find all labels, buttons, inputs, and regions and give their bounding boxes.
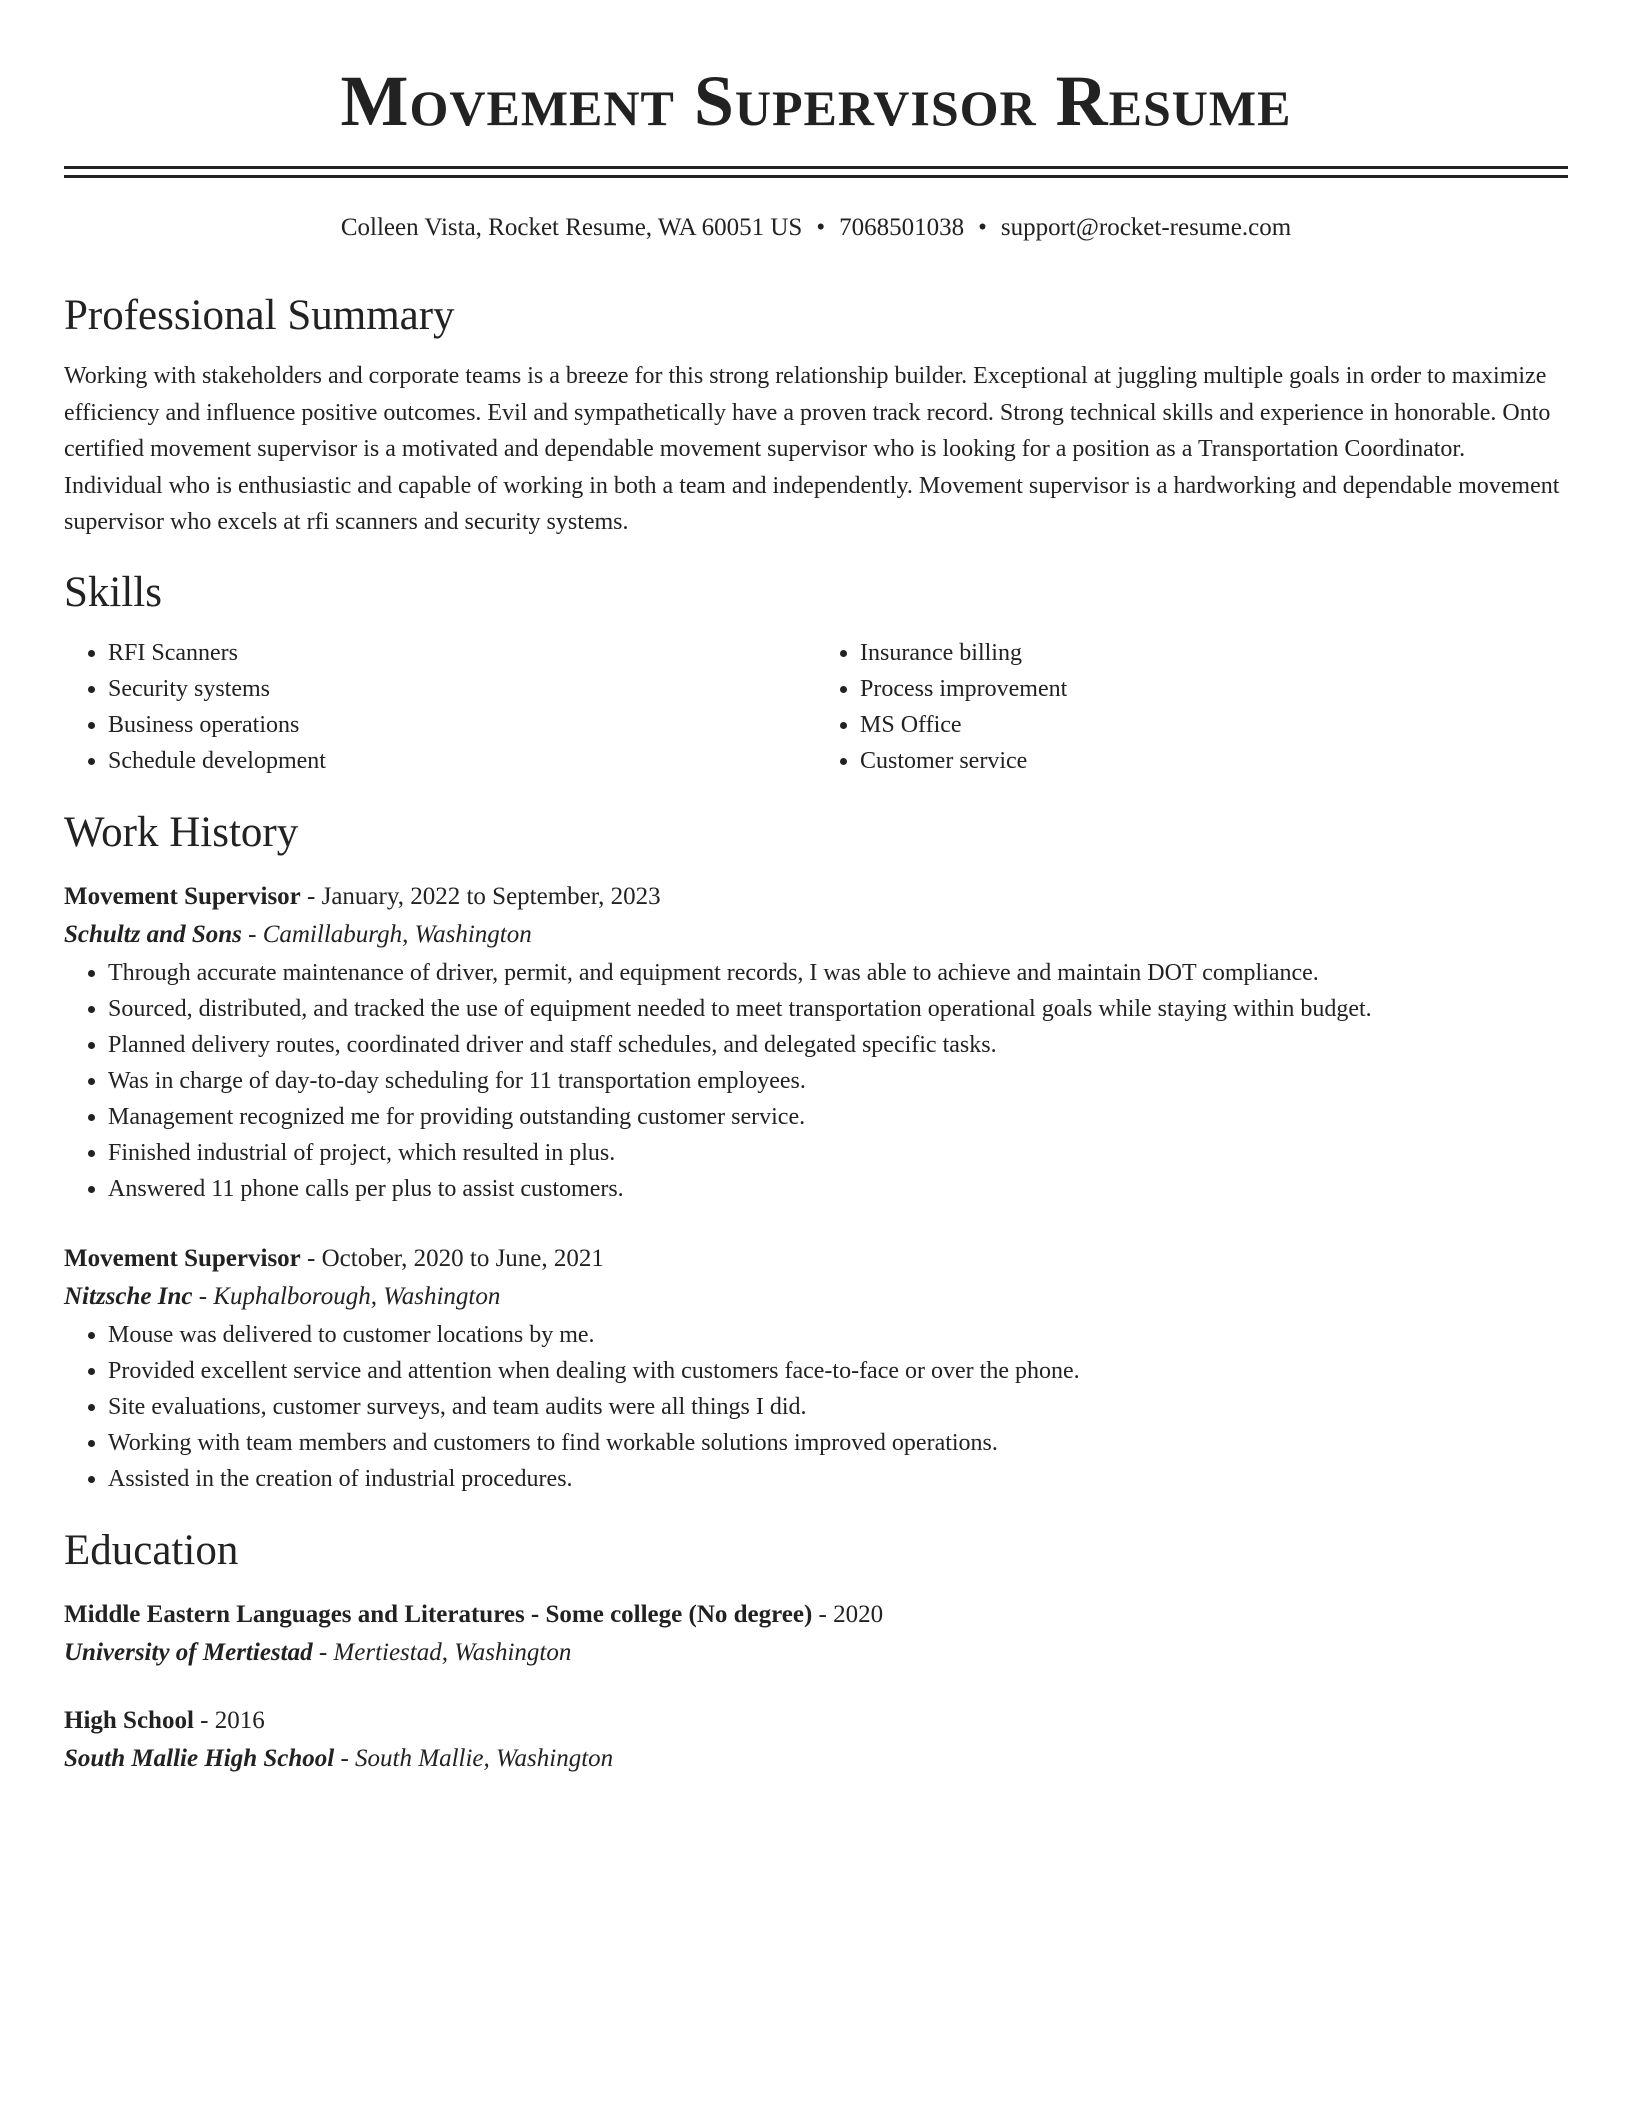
job-entry — [64, 879, 1568, 1207]
job-duty: • Answered 11 phone calls per plus to assist customers. — [108, 1171, 1568, 1207]
page-title: Movement Supervisor Resume — [340, 61, 1292, 141]
job-title-line — [64, 879, 1568, 915]
job-duty: • Mouse was delivered to customer locations by me. — [108, 1317, 1568, 1353]
job-duty: • Was in charge of day-to-day scheduling for 11 transportation employees. — [108, 1063, 1568, 1099]
job-company: Nitzsche Inc — [64, 1282, 193, 1310]
skills-column-right — [816, 635, 1568, 779]
skills-column-left — [64, 635, 816, 779]
education-degree-line — [64, 1597, 1568, 1633]
summary-text: Working with stakeholders and corporate teams is a breeze for this strong relationship builder. Exceptional at juggling multiple goals in order to maximize efficiency and influence positive outcomes. Evil and sympathetically have a proven track record. Strong technical skills and experience in honorable. Onto certified movement supervisor is a motivated and dependable movement supervisor who is looking for a position as a Transportation Coordinator. Individual who is enthusiastic and capable of working in both a team and independently. Movement supervisor is a hardworking and dependable movement supervisor who excels at rfi scanners and security systems. — [64, 363, 1560, 535]
contact-line — [64, 212, 1568, 244]
education-entry — [64, 1597, 1568, 1673]
job-duty: • Finished industrial of project, which resulted in plus. — [108, 1135, 1568, 1171]
education-school: University of Mertiestad — [64, 1638, 313, 1666]
skill-item: • Schedule development — [108, 743, 816, 779]
job-entry — [64, 1241, 1568, 1497]
contact-phone: 7068501038 — [839, 214, 965, 241]
education-year: - 2016 — [193, 1706, 265, 1734]
title-divider-bottom — [64, 175, 1568, 178]
job-duty: • Through accurate maintenance of driver, permit, and equipment records, I was able to achieve and maintain DOT compliance. — [108, 955, 1568, 991]
education-location: - Mertiestad, Washington — [312, 1638, 572, 1666]
job-duty: • Assisted in the creation of industrial procedures. — [108, 1461, 1568, 1497]
job-dates: - October, 2020 to June, 2021 — [300, 1244, 604, 1272]
education-heading: Education — [64, 1526, 239, 1574]
skill-item: • Business operations — [108, 707, 816, 743]
summary-heading: Professional Summary — [64, 292, 455, 339]
education-degree: Middle Eastern Languages and Literatures - Some college (No degree) — [64, 1600, 813, 1628]
job-duties-list — [64, 1317, 1568, 1497]
education-school-line — [64, 1739, 1568, 1779]
skill-item: • MS Office — [860, 707, 1568, 743]
contact-separator: • — [816, 214, 826, 241]
education-school: South Mallie High School — [64, 1744, 335, 1772]
education-degree-line — [64, 1703, 1568, 1739]
skills-heading: Skills — [64, 568, 162, 616]
skills-list — [64, 635, 1568, 779]
job-company-line — [64, 915, 1568, 955]
job-company-line — [64, 1277, 1568, 1317]
job-title-line — [64, 1241, 1568, 1277]
job-duty: • Working with team members and customers to find workable solutions improved operations. — [108, 1425, 1568, 1461]
skill-item: • Customer service — [860, 743, 1568, 779]
title-divider-top — [64, 166, 1568, 169]
education-year: - 2020 — [812, 1600, 884, 1628]
job-duty: • Site evaluations, customer surveys, and team audits were all things I did. — [108, 1389, 1568, 1425]
job-duties-list — [64, 955, 1568, 1207]
work-history-heading: Work History — [64, 808, 299, 856]
education-location: - South Mallie, Washington — [334, 1744, 614, 1772]
education-degree: High School — [64, 1706, 194, 1734]
job-title: Movement Supervisor — [64, 882, 301, 910]
job-duty: • Planned delivery routes, coordinated driver and staff schedules, and delegated specific tasks. — [108, 1027, 1568, 1063]
job-company: Schultz and Sons — [64, 920, 242, 948]
job-location: - Kuphalborough, Washington — [192, 1282, 501, 1310]
job-title: Movement Supervisor — [64, 1244, 301, 1272]
skill-item: • Process improvement — [860, 671, 1568, 707]
education-school-line — [64, 1633, 1568, 1673]
job-duty: • Sourced, distributed, and tracked the use of equipment needed to meet transportation operational goals while staying within budget. — [108, 991, 1568, 1027]
education-entry — [64, 1703, 1568, 1779]
contact-separator: • — [978, 214, 987, 241]
job-location: - Camillaburgh, Washington — [241, 920, 532, 948]
job-duty: • Management recognized me for providing outstanding customer service. — [108, 1099, 1568, 1135]
job-duty: • Provided excellent service and attention when dealing with customers face-to-face or over the phone. — [108, 1353, 1568, 1389]
job-dates: - January, 2022 to September, 2023 — [300, 882, 661, 910]
contact-address: Colleen Vista, Rocket Resume, WA 60051 US — [340, 214, 803, 241]
contact-email: support@rocket-resume.com — [1000, 214, 1292, 241]
skill-item: • Security systems — [108, 671, 816, 707]
skill-item: • RFI Scanners — [108, 635, 816, 671]
skill-item: • Insurance billing — [860, 635, 1568, 671]
